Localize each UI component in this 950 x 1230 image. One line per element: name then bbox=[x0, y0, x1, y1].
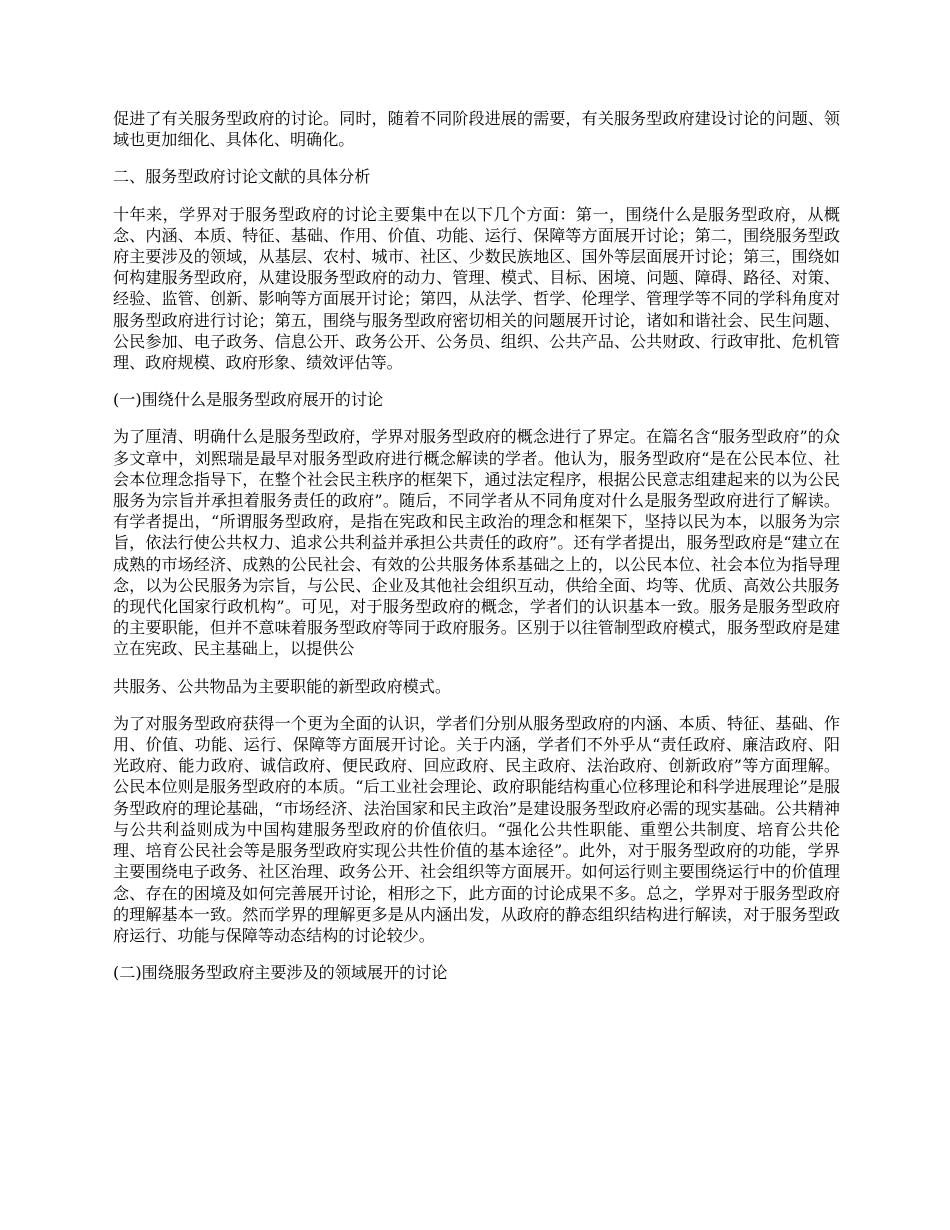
subsection-heading-1: (一)围绕什么是服务型政府展开的讨论 bbox=[113, 390, 384, 410]
paragraph-connotation: 为了对服务型政府获得一个更为全面的认识，学者们分别从服务型政府的内涵、本质、特征、基础、作用、价值、功能、运行、保障等方面展开讨论。关于内涵，学者们不外乎从“责任政府、廉洁政府、阳光政府、能力政府、诚信政府、便民政府、回应政府、民主政府、法治政府、创新政府”等方面理解。公民本位则是服务型政府的本质。“后工业社会理论、政府职能结构重心位移理论和科学进展理论”是服务型政府的理论基础，“市场经济、法治国家和民主政治”是建设服务型政府必需的现实基础。公共精神与公共利益则成为中国构建服务型政府的价值依归。“强化公共性职能、重塑公共制度、培育公共伦理、培育公民社会等是服务型政府实现公共性价值的基本途径”。此外，对于服务型政府的功能，学界主要围绕电子政务、社区治理、政务公开、社会组织等方面展开。如何运行则主要围绕运行中的价值理念、存在的困境及如何完善展开讨论，相形之下，此方面的讨论成果不多。总之，学界对于服务型政府的理解基本一致。然而学界的理解更多是从内涵出发，从政府的静态组织结构进行解读，对于服务型政府运行、功能与保障等动态结构的讨论较少。 bbox=[113, 713, 840, 945]
section-heading-2: 二、服务型政府讨论文献的具体分析 bbox=[113, 167, 371, 187]
paragraph-definition-continued: 共服务、公共物品为主要职能的新型政府模式。 bbox=[113, 676, 451, 696]
paragraph-intro: 促进了有关服务型政府的讨论。同时，随着不同阶段进展的需要，有关服务型政府建设讨论的问题、领域也更加细化、具体化、明确化。 bbox=[113, 109, 840, 150]
paragraph-definition: 为了厘清、明确什么是服务型政府，学界对服务型政府的概念进行了界定。在篇名含“服务型政府”的众多文章中，刘熙瑞是最早对服务型政府进行概念解读的学者。他认为，服务型政府“是在公民本位、社会本位理念指导下，在整个社会民主秩序的框架下，通过法定程序，根据公民意志组建起来的以为公民服务为宗旨并承担着服务责任的政府”。随后，不同学者从不同角度对什么是服务型政府进行了解读。有学者提出，“所谓服务型政府，是指在宪政和民主政治的理念和框架下，坚持以民为本，以服务为宗旨，依法行使公共权力、追求公共利益并承担公共责任的政府”。还有学者提出，服务型政府是“建立在成熟的市场经济、成熟的公民社会、有效的公共服务体系基础之上的，以公民本位、社会本位为指导理念，以为公民服务为宗旨，与公民、企业及其他社会组织互动，供给全面、均等、优质、高效公共服务的现代化国家行政机构”。可见，对于服务型政府的概念，学者们的认识基本一致。服务是服务型政府的主要职能，但并不意味着服务型政府等同于政府服务。区别于以往管制型政府模式，服务型政府是建立在宪政、民主基础上，以提供公 bbox=[113, 427, 840, 659]
paragraph-overview: 十年来，学界对于服务型政府的讨论主要集中在以下几个方面：第一，围绕什么是服务型政府，从概念、内涵、本质、特征、基础、作用、价值、功能、运行、保障等方面展开讨论；第二，围绕服务型政府主要涉及的领域，从基层、农村、城市、社区、少数民族地区、国外等层面展开讨论；第三，围绕如何构建服务型政府，从建设服务型政府的动力、管理、模式、目标、困境、问题、障碍、路径、对策、经验、监管、创新、影响等方面展开讨论；第四，从法学、哲学、伦理学、管理学等不同的学科角度对服务型政府进行讨论；第五，围绕与服务型政府密切相关的问题展开讨论，诸如和谐社会、民生问题、公民参加、电子政务、信息公开、政务公开、公务员、组织、公共产品、公共财政、行政审批、危机管理、政府规模、政府形象、绩效评估等。 bbox=[113, 204, 840, 373]
document-page bbox=[113, 108, 840, 999]
subsection-heading-2: (二)围绕服务型政府主要涉及的领域展开的讨论 bbox=[113, 963, 448, 983]
